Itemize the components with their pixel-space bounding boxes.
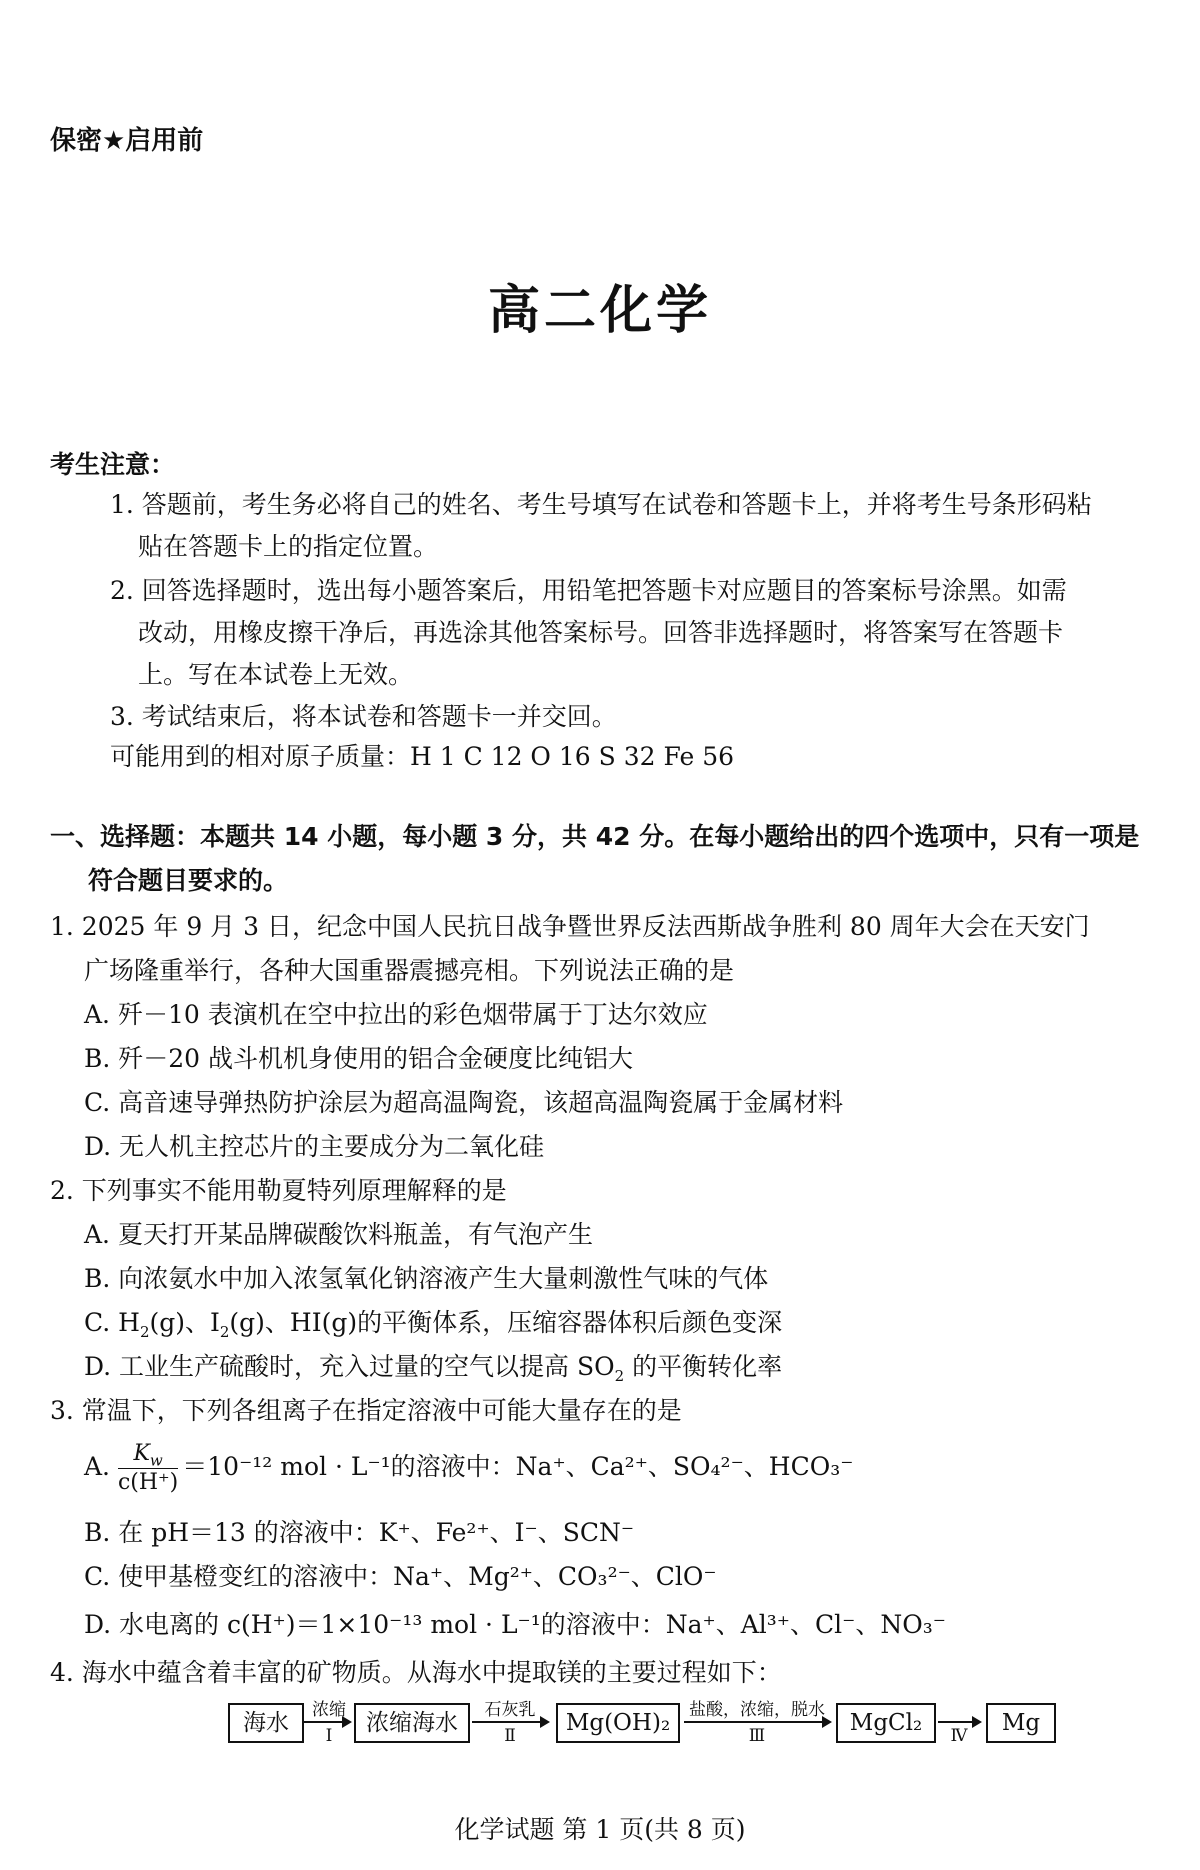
- q1-stem: 1. 2025 年 9 月 3 日，纪念中国人民抗日战争暨世界反法西斯战争胜利 80 周年大会在天安门: [50, 912, 1090, 941]
- notice-item-3: 3. 考试结束后，将本试卷和答题卡一并交回。: [110, 702, 617, 731]
- flow-arrow3-top: 盐酸，浓缩，脱水: [689, 1700, 825, 1720]
- flow-box-concentrated: 浓缩海水: [354, 1703, 470, 1743]
- notice-item-2: 2. 回答选择题时，选出每小题答案后，用铅笔把答题卡对应题目的答案标号涂黑。如需: [110, 576, 1067, 605]
- q2-option-b: B. 向浓氨水中加入浓氢氧化钠溶液产生大量刺激性气味的气体: [84, 1264, 769, 1293]
- q3-a-num-k: K: [133, 1441, 150, 1466]
- q2-option-c: [84, 1306, 782, 1340]
- q2-d-sub: 2: [614, 1367, 625, 1385]
- confidential-mark: 保密★启用前: [50, 126, 204, 156]
- q3-option-b: B. 在 pH＝13 的溶液中：K⁺、Fe²⁺、I⁻、SCN⁻: [84, 1518, 635, 1547]
- q3-a-fraction: [118, 1440, 178, 1497]
- flow-arrow2-top: 石灰乳: [484, 1700, 536, 1720]
- flow-arrow2-bottom: Ⅱ: [504, 1726, 516, 1746]
- q3-a-label: A.: [84, 1452, 111, 1481]
- q2-option-a: A. 夏天打开某品牌碳酸饮料瓶盖，有气泡产生: [84, 1220, 593, 1249]
- flow-arrow1-top: 浓缩: [312, 1700, 346, 1720]
- q2-d-post: 的平衡转化率: [624, 1352, 783, 1381]
- notice-item-2-cont2: 上。写在本试卷上无效。: [138, 660, 414, 689]
- q3-option-d: D. 水电离的 c(H⁺)＝1×10⁻¹³ mol · L⁻¹的溶液中：Na⁺、Al³⁺、Cl⁻、NO₃⁻: [84, 1610, 946, 1639]
- q1-option-a: A. 歼－10 表演机在空中拉出的彩色烟带属于丁达尔效应: [84, 1000, 708, 1029]
- q3-a-denominator: c(H⁺): [117, 1470, 179, 1495]
- q3-option-a: [84, 1440, 853, 1497]
- q2-stem: 2. 下列事实不能用勒夏特列原理解释的是: [50, 1176, 507, 1205]
- q2-c-sub2: 2: [219, 1323, 230, 1341]
- flow-box-mgoh2: Mg(OH)₂: [556, 1703, 680, 1743]
- flow-arrow-3: [684, 1721, 830, 1723]
- section-heading: 一、选择题：本题共 14 小题，每小题 3 分，共 42 分。在每小题给出的四个选项中，只有一项是: [50, 822, 1140, 851]
- notice-heading: 考生注意：: [50, 450, 176, 479]
- q3-a-num-sub: w: [149, 1451, 163, 1470]
- q1-stem-cont: 广场隆重举行，各种大国重器震撼亮相。下列说法正确的是: [84, 956, 735, 985]
- notice-item-2-cont: 改动，用橡皮擦干净后，再选涂其他答案标号。回答非选择题时，将答案写在答题卡: [138, 618, 1064, 647]
- q3-option-c: C. 使甲基橙变红的溶液中：Na⁺、Mg²⁺、CO₃²⁻、ClO⁻: [84, 1562, 717, 1591]
- notice-item-1: 1. 答题前，考生务必将自己的姓名、考生号填写在试卷和答题卡上，并将考生号条形码粘: [110, 490, 1092, 519]
- section-heading-cont: 符合题目要求的。: [88, 866, 289, 895]
- flow-arrow-1: [304, 1721, 350, 1723]
- q3-stem: 3. 常温下，下列各组离子在指定溶液中可能大量存在的是: [50, 1396, 682, 1425]
- flow-box-seawater: 海水: [228, 1703, 304, 1743]
- flow-arrow-2: [472, 1721, 548, 1723]
- q2-option-d: [84, 1350, 782, 1384]
- q1-option-d: D. 无人机主控芯片的主要成分为二氧化硅: [84, 1132, 545, 1161]
- q3-a-numerator: [118, 1440, 178, 1469]
- q2-c-mid: (g)、I: [149, 1308, 220, 1337]
- flow-arrow-4: [938, 1721, 980, 1723]
- q3-a-post: ＝10⁻¹² mol · L⁻¹的溶液中：Na⁺、Ca²⁺、SO₄²⁻、HCO₃⁻: [182, 1452, 854, 1481]
- page-footer: 化学试题 第 1 页(共 8 页): [454, 1815, 746, 1844]
- flow-arrow3-bottom: Ⅲ: [748, 1726, 766, 1746]
- page-title: 高二化学: [487, 281, 712, 341]
- q4-stem: 4. 海水中蕴含着丰富的矿物质。从海水中提取镁的主要过程如下：: [50, 1658, 782, 1687]
- q2-c-pre: C. H: [84, 1308, 140, 1337]
- q2-c-sub1: 2: [139, 1323, 150, 1341]
- flow-box-mg: Mg: [986, 1703, 1056, 1743]
- atomic-masses: 可能用到的相对原子质量：H 1 C 12 O 16 S 32 Fe 56: [110, 742, 735, 771]
- notice-item-1-cont: 贴在答题卡上的指定位置。: [138, 532, 439, 561]
- flow-box-mgcl2: MgCl₂: [836, 1703, 936, 1743]
- q2-d-pre: D. 工业生产硫酸时，充入过量的空气以提高 SO: [84, 1352, 615, 1381]
- q1-option-c: C. 高音速导弹热防护涂层为超高温陶瓷，该超高温陶瓷属于金属材料: [84, 1088, 844, 1117]
- q1-option-b: B. 歼－20 战斗机机身使用的铝合金硬度比纯铝大: [84, 1044, 634, 1073]
- flow-arrow1-bottom: Ⅰ: [325, 1726, 333, 1746]
- flow-arrow4-bottom: Ⅳ: [950, 1726, 968, 1746]
- q2-c-post: (g)、HI(g)的平衡体系，压缩容器体积后颜色变深: [229, 1308, 783, 1337]
